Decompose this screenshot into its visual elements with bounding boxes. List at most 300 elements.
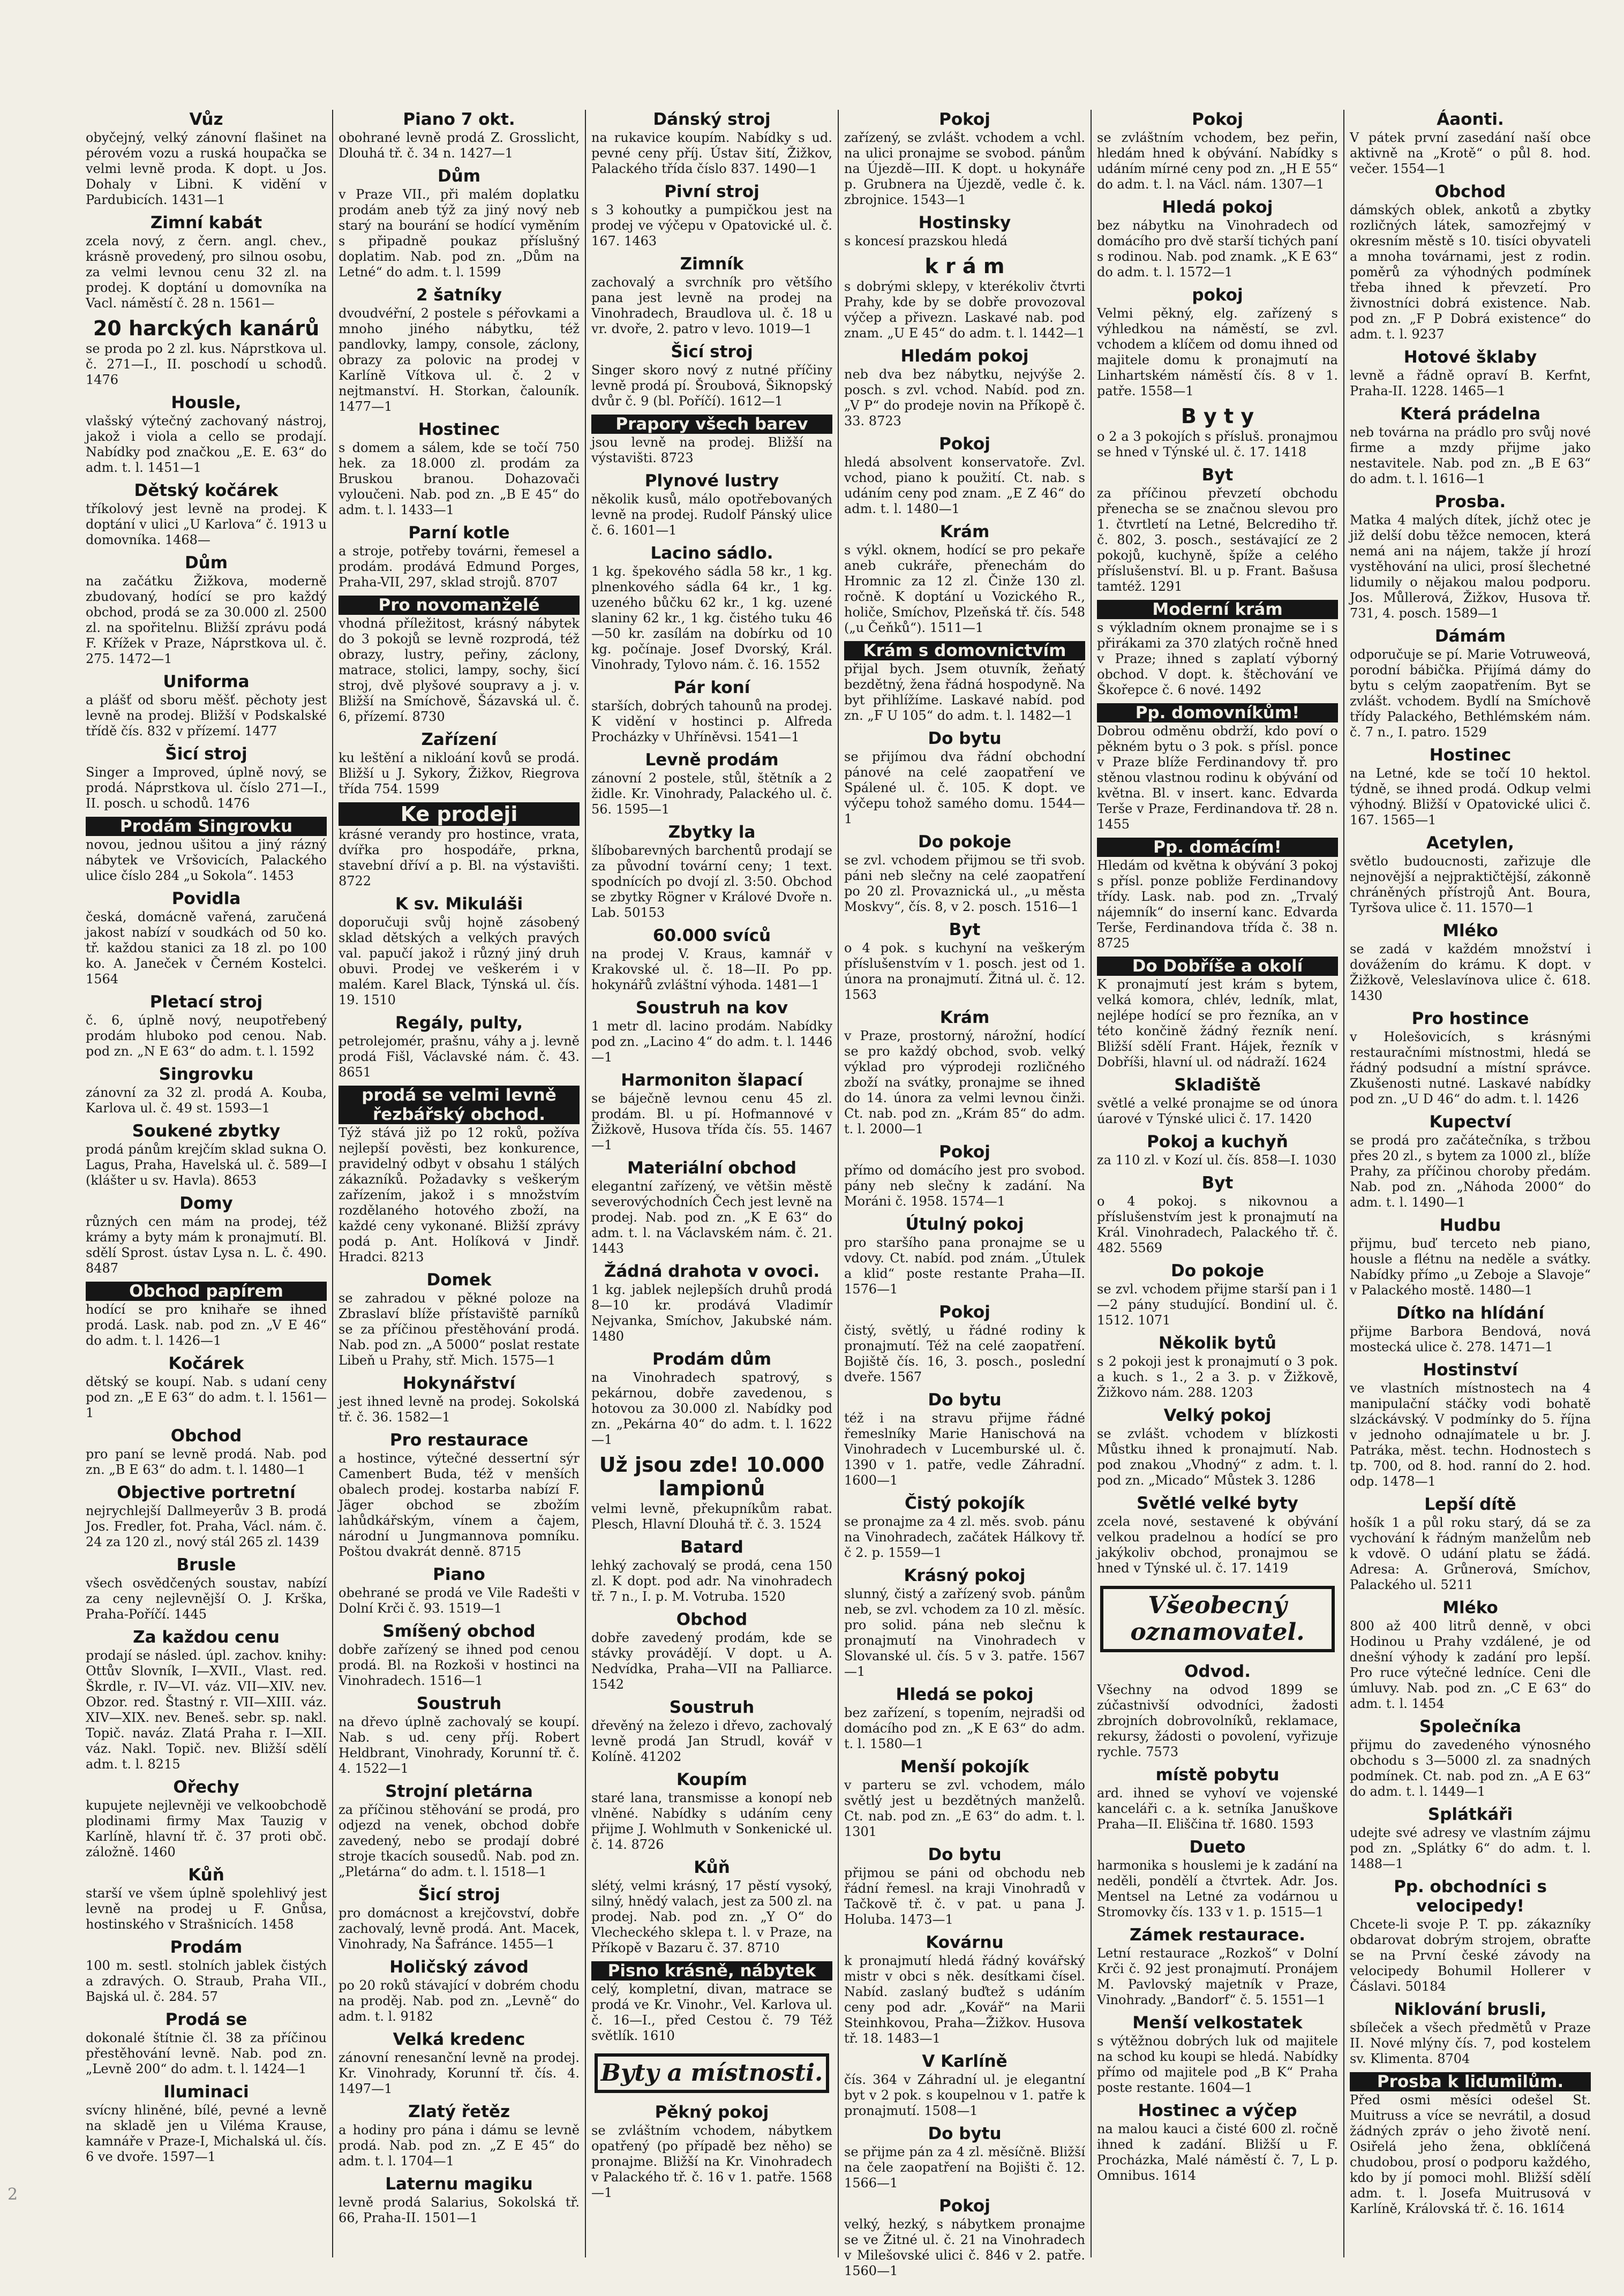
ad-heading: Soustruh — [416, 1694, 502, 1713]
classified-ad — [844, 920, 1085, 1003]
classified-ad — [1350, 1877, 1591, 1994]
ad-text: dobře zavedený prodám, kde se stávky provádějí. V dopt. u A. Nedvídka, Praha—VII na Palliarce. 1542 — [591, 1630, 832, 1692]
classified-ad — [591, 182, 832, 249]
ad-text: Všechny na odvod 1899 se zúčastnivší odvodníci, žadosti zbrojních dobrovolníků, reklamace, rekursy, žádosti o povolení, vyřizuje rychle. 7573 — [1097, 1682, 1338, 1759]
classified-ad — [1350, 348, 1591, 399]
classified-ad — [591, 1610, 832, 1692]
ad-heading: Už jsou zde! 10.000 lampionů — [599, 1453, 825, 1500]
classified-ad — [1350, 110, 1591, 177]
ad-heading: Plynové lustry — [644, 471, 779, 491]
ad-heading: Prodá se — [165, 2010, 247, 2029]
ad-heading: Krásný pokoj — [904, 1566, 1026, 1585]
classified-ad — [339, 1431, 580, 1560]
classified-ad — [1097, 1173, 1338, 1256]
classified-ad — [844, 1566, 1085, 1680]
classified-ad — [1350, 492, 1591, 621]
ad-heading: Hostinsky — [918, 213, 1011, 232]
classified-ad — [339, 1374, 580, 1425]
classified-ad — [86, 744, 327, 811]
column-2 — [333, 110, 586, 2257]
ad-heading: Piano — [433, 1565, 485, 1584]
ad-text: přímo od domácího jest pro svobod. pány neb slečny k zadání. Na Moráni č. 1958. 1574—1 — [844, 1163, 1085, 1209]
ad-heading: Soukené zbytky — [132, 1121, 281, 1141]
ad-heading: Byt — [1201, 465, 1234, 485]
ad-text: V pátek první zasedání naší obce aktivně na „Krotě“ o půl 8. hod. večer. 1554—1 — [1350, 130, 1591, 176]
ad-text: se pronajme za 4 zl. měs. svob. pánu na Vinohradech, začátek Hálkovy tř. č 2. p. 1559—1 — [844, 1514, 1085, 1560]
classified-ad — [1097, 957, 1338, 1070]
classified-ad — [1350, 921, 1591, 1004]
classified-ad — [591, 471, 832, 538]
classified-ad — [591, 110, 832, 177]
classified-ad — [339, 1958, 580, 2024]
ad-heading: Prosba. — [1434, 492, 1506, 511]
ad-text: novou, jednou ušitou a jiný rázný nábytek ve Vršovicích, Palackého ulice číslo 284 „u Sokola“. 1453 — [86, 837, 327, 883]
ad-text: všech osvědčených soustav, nabízí za ceny nejlevnější O. J. Krška, Praha-Poříčí. 1445 — [86, 1576, 327, 1622]
ad-heading: 60.000 svíců — [652, 926, 771, 945]
ad-heading: Odvod. — [1184, 1662, 1251, 1681]
ad-heading: 20 harckých kanárů — [93, 317, 320, 340]
ad-text: vhodná příležitost, krásný nábytek do 3 pokojů se levně rozprodá, též obrazy, lustry, peřiny, záclony, matrace, stolici, lampy, sochy, šicí stroj, dvě plyšové soupravy a j. v. Bližší na Smíchově, Šázavská ul. č. 6, přízemí. 8730 — [339, 616, 580, 724]
ad-text: na malou kauci a čisté 600 zl. ročně ihned k zadání. Bližší u F. Procházka, Malé náměstí č. 7, L p. Omnibus. 1614 — [1097, 2121, 1338, 2183]
classified-ad — [591, 1350, 832, 1448]
classified-ad — [339, 1013, 580, 1080]
ad-heading: Šicí stroj — [165, 744, 247, 764]
ad-heading: Materiální obchod — [627, 1158, 796, 1178]
ad-heading: Hledá se pokoj — [896, 1685, 1034, 1704]
ad-heading: Levně prodám — [645, 750, 779, 770]
classified-ad — [339, 110, 580, 161]
ad-text: lehký zachovalý se prodá, cena 150 zl. K dopt. pod adr. Na vinohradech tř. 7 n., I. p. M. Votruba. 1520 — [591, 1558, 832, 1604]
ad-text: kupujete nejlevněji ve velkoobchodě plodinami firmy Max Tauzig v Karlíně, hlavní tř. č. 37 proti obč. záložně. 1460 — [86, 1798, 327, 1860]
ad-heading: pokoj — [1192, 285, 1243, 305]
ad-text: po 20 roků stávající v dobrém chodu na proděj. Nab. pod zn. „Levně“ do adm. t. l. 9182 — [339, 1978, 580, 2024]
ad-text: zánovní za 32 zl. prodá A. Kouba, Karlova ul. č. 49 st. 1593—1 — [86, 1085, 327, 1116]
ad-heading: Objective portretní — [117, 1483, 296, 1502]
ad-heading: Dětský kočárek — [134, 481, 279, 500]
ad-text: harmonika s houslemi je k zadání na neděli, pondělí a čtvrtek. Adr. Jos. Mentsel na Letné za vodárnou u Stromovky čís. 133 v 1. p. 1515—1 — [1097, 1858, 1338, 1919]
ad-text: Velmi pěkný, elg. zařízený s výhledkou na náměstí, se zvl. vchodem a klíčem od domu ihned od majitele domu k pronajmutí na Linhartském náměstí čís. 8 v 1. patře. 1558—1 — [1097, 306, 1338, 398]
classified-ad — [339, 167, 580, 280]
classified-ad — [1350, 1112, 1591, 1210]
ad-heading: B y t y — [1181, 404, 1254, 428]
ad-heading: Do Dobříše a okolí — [1097, 957, 1338, 976]
ad-text: Matka 4 malých dítek, jíchž otec je již delší dobu těžce nemocen, která nemá ani na nájem, takže jí hrozí vystěhování na ulici, prosí šlechetné lidumily o nějakou malou podporu. Jos. Můllerová, Žižkov, Husova tř. 731, 4. posch. 1589—1 — [1350, 513, 1591, 621]
classified-ad — [1097, 1406, 1338, 1488]
classified-ad — [86, 1065, 327, 1116]
ad-text: za příčinou převzetí obchodu přenecha se se značnou slevou pro 1. čtvrtletí na Letné, Belcrediho tř. č. 802, 3. posch., sestávající ze 2 pokojů, kuchyně, špíže a celého příslušenství. Bl. u p. Frant. Bašusa tamtéž. 1291 — [1097, 486, 1338, 594]
classified-ad — [591, 1770, 832, 1853]
classified-ad — [86, 672, 327, 739]
column-3 — [586, 110, 839, 2257]
ad-heading: Do bytu — [928, 1845, 1002, 1864]
ad-text: 1 metr dl. lacino prodám. Nabídky pod zn. „Lacino 4“ do adm. t. l. 1446—1 — [591, 1019, 832, 1065]
classified-ad — [86, 317, 327, 388]
classified-ad — [86, 393, 327, 476]
ad-text: Letní restaurace „Rozkoš“ v Dolní Krči č. 92 jest pronajmutí. Pronájem M. Pavlovský majetník v Praze, Vinohrady. „Bandorf“ č. 5. 1551—1 — [1097, 1946, 1338, 2007]
classified-ad — [591, 1538, 832, 1605]
ad-text: dětský se koupí. Nab. s udaní ceny pod zn. „E E 63“ do adm. t. l. 1561—1 — [86, 1374, 327, 1420]
ad-text: bez nábytku na Vinohradech od domácího pro dvě starší tichých paní s rodinou. Nab. pod znamk. „K E 63“ do adm. t. l. 1572—1 — [1097, 218, 1338, 280]
ad-heading: Dámám — [1434, 627, 1506, 646]
ad-text: přijmou se páni od obchodu neb řádní řemesl. na kraji Vinohradů v Tačkově tř. č. v pat. u pana J. Holuba. 1473—1 — [844, 1865, 1085, 1927]
ad-text: a plášť od sboru měšť. pěchoty jest levně na prodej. Bližší v Podskalské třídě čís. 832 v přízemí. 1477 — [86, 692, 327, 739]
ad-heading: Šicí stroj — [671, 342, 753, 362]
ad-heading: Žádná drahota v ovoci. — [604, 1262, 820, 1281]
ad-heading: Prodám dům — [652, 1350, 772, 1369]
column-4 — [839, 110, 1092, 2278]
ad-text: se zvl. vchodem přijmou se tři svob. páni neb slečny na celé zaopatření po 20 zl. Provaznická ul., „u města Moskvy“, čís. 8, v 2. posch. 1516—1 — [844, 853, 1085, 914]
classified-ad — [339, 894, 580, 1008]
section-banner: Všeobecný oznamovatel. — [1100, 1586, 1335, 1652]
ad-heading: Povidla — [171, 889, 241, 908]
ad-heading: Hledá pokoj — [1162, 198, 1273, 217]
ad-heading: Hledám pokoj — [900, 347, 1029, 366]
classified-ad — [1350, 1360, 1591, 1489]
ad-text: neb továrna na prádlo pro svůj nové firme a mzdy přijme jako nestavitele. Nab. pod zn. „B E 63“ do adm. t. l. 1616—1 — [1350, 425, 1591, 486]
ad-text: na prodej V. Kraus, kamnář v Krakovské ul. č. 18—II. Po pp. hokynářů zvláštní výhoda. 1481—1 — [591, 946, 832, 992]
classified-ad — [339, 2030, 580, 2097]
ad-text: se zvlášt. vchodem v blízkosti Můstku ihned k pronajmutí. Nab. pod znakou „Vhodný“ z adm. t. l. pod zn. „Micado“ Můstek 3. 1286 — [1097, 1426, 1338, 1488]
classified-ad — [1350, 1598, 1591, 1712]
ad-text: v Praze VII., při malém doplatku prodám aneb týž za jiný nový neb starý na bourání se hodící vyměním s připadně poukaz příslušný doplatim. Nab. pod zn. „Dům na Letné“ do adm. t. l. 1599 — [339, 187, 580, 280]
ad-heading: Velký pokoj — [1163, 1406, 1272, 1425]
ad-heading: Zimní kabát — [150, 213, 262, 232]
classified-ad — [86, 1282, 327, 1349]
classified-ad — [1350, 1717, 1591, 1800]
ad-heading: Smíšený obchod — [382, 1622, 536, 1641]
ad-text: ard. ihned se vyhoví ve vojenské kanceláři c. a k. setníka Januškove Praha—II. Eliščina tř. 1680. 1593 — [1097, 1786, 1338, 1832]
classified-ad — [86, 481, 327, 548]
ad-heading: Krám — [939, 1008, 990, 1027]
ad-text: staré lana, transmisse a konopí neb vlněné. Nabídky s udáním ceny přijme J. Wohlmuth v Sonkenické ul. č. 14. 8726 — [591, 1790, 832, 1852]
ad-text: se přijímou dva řádní obchodní pánové na celé zaopatření ve Spálené ul. č. 105. K dopt. ve výčepu tohož samého domu. 1544—1 — [844, 749, 1085, 826]
ad-text: se zvl. vchodem přijme starší pan i 1—2 pány studující. Bondiní ul. č. 1512. 1071 — [1097, 1282, 1338, 1328]
classified-ad — [591, 750, 832, 817]
ad-text: Dobrou odměnu obdrží, kdo poví o pěkném bytu o 3 pok. s přísl. ponce v Praze blíže Ferdinandovy tř. pro stěnou vlastnou rodinu k obývání od května. Bl. v insert. kanc. Edvarda Terše v Praze, Ferdinandova tř. 28 n. 1455 — [1097, 724, 1338, 832]
ad-heading: Pokoj — [939, 1142, 990, 1162]
classified-ad — [339, 1086, 580, 1265]
ad-heading: Šicí stroj — [418, 1885, 500, 1904]
classified-ad — [1097, 600, 1338, 698]
classified-ad — [1097, 285, 1338, 399]
classified-ad — [1097, 404, 1338, 460]
classified-ads-page — [80, 110, 1596, 2278]
ad-text: k pronajmutí hledá řádný kovářský mistr v obci s něk. desítkami čísel. Nabíd. zaslaný buďtež s udáním ceny pod adr. „Kovář“ na Marii Steinhkovou, Praha—Žižkov. Husova tř. 18. 1483—1 — [844, 1953, 1085, 2046]
ad-heading: Zámek restaurace. — [1129, 1925, 1306, 1945]
classified-ad — [339, 730, 580, 797]
ad-text: dřevěný na železo i dřevo, zachovalý levně prodá Jan Strudl, kovář v Kolíně. 41202 — [591, 1718, 832, 1764]
classified-ad — [339, 2102, 580, 2169]
ad-text: zařízený, se zvlášt. vchodem a vchl. na ulici pronajme se svobod. pánům na Újezdě—III. K dopt. u hokynáře p. Grubnera na Újezdě, vedle č. k. zbrojnice. 1543—1 — [844, 130, 1085, 207]
ad-text: přijal bych. Jsem otuvník, žeňatý bezdětný, žena řádná hospodyně. Na byt přihlížíme. Laskavé nabíd. pod zn. „F U 105“ do adm. t. l. 1482—1 — [844, 661, 1085, 723]
ad-text: zcela nové, sestavené k obývání velkou pradelnou a hodící se pro jakýkoliv obchod, pronajmou se hned v Týnské ul. č. 17. 1419 — [1097, 1514, 1338, 1576]
ad-heading: místě pobytu — [1155, 1765, 1280, 1785]
classified-ad — [86, 1938, 327, 2005]
classified-ad — [339, 1270, 580, 1368]
ad-text: jest ihned levně na prodej. Sokolská tř. č. 36. 1582—1 — [339, 1394, 580, 1425]
classified-ad — [1350, 404, 1591, 487]
ad-text: s 3 kohoutky a pumpičkou jest na prodej ve výčepu v Opatovické ul. č. 167. 1463 — [591, 202, 832, 249]
ad-text: obyčejný, velký zánovní flašinet na pérovém vozu a ruská houpačka se velmi levně proda. K dopt. u Jos. Dohaly v Libni. K vidění v Pardubicích. 1431—1 — [86, 130, 327, 207]
ad-text: zcela nový, z čern. angl. chev., krásně provedený, pro silnou osobu, za velmi levnou cenu 32 zl. na prodej. K doptání u domovníka na Vacl. náměstí č. 28 n. 1561— — [86, 234, 327, 311]
classified-ad — [844, 213, 1085, 249]
ad-heading: Hostinec — [1429, 746, 1512, 765]
classified-ad — [86, 1778, 327, 1860]
classified-ad — [844, 1845, 1085, 1928]
classified-ad — [86, 889, 327, 987]
ad-heading: Do bytu — [928, 1390, 1002, 1410]
ad-heading: Pokoj — [939, 434, 990, 454]
ad-heading: Pár koní — [673, 678, 750, 697]
ad-text: udejte své adresy ve vlastním zájmu pod zn. „Splátky 6“ do adm. t. l. 1488—1 — [1350, 1825, 1591, 1871]
ad-heading: Lacino sádlo. — [650, 544, 773, 563]
classified-ad — [1097, 1838, 1338, 1920]
classified-ad — [591, 926, 832, 993]
ad-heading: Soustruh na kov — [635, 998, 788, 1018]
ad-text: odporučuje se pí. Marie Votruweová, porodní bábička. Přijímá dámy do bytu s celým zaopatřením. Byt se zvlášt. vchodem. Bydlí na Smíchově třídy Palackého, Bethlémském nám. č. 7 n., I. patro. 1529 — [1350, 647, 1591, 740]
ad-text: ve vlastních místnostech na 4 manipulační stáčky vodi bohatě slzáckávský. V podmínky do 5. října v jednoho odnajímatele u br. J. Patráka, měst. techn. Hodnostech s tp. 700, od 8. hod. ranní do 2. hod. odp. 1478—1 — [1350, 1381, 1591, 1489]
ad-text: na Letné, kde se točí 10 hektol. týdně, se ihned prodá. Odkup velmi výhodný. Bližší v Opatovické ulici č. 167. 1565—1 — [1350, 766, 1591, 827]
ad-text: za 110 zl. v Kozí ul. čís. 858—I. 1030 — [1097, 1153, 1337, 1168]
ad-text: starších, dobrých tahounů na prodej. K vidění v hostinci p. Alfreda Procházky v Uhříněvsi. 1541—1 — [591, 698, 832, 744]
ad-heading: Pokoj — [1192, 110, 1243, 129]
classified-ad — [1097, 1261, 1338, 1328]
ad-text: prodají se násled. úpl. zachov. knihy: Ottův Slovník, I—XVII., Vlast. red. Škrdle, r. IV—VI. váz. VII—XIV. nev. Obzor. red. Štastný r. VII—XIII. váz. XIV—XIX. nev. Beneš. sebr. sp. nakl. Topič. naváz. Zlatá Praha r. I—XII. váz. Nakl. Topič. nev. Bližší sdělí adm. t. l. 8215 — [86, 1648, 327, 1772]
ad-heading: Čistý pokojík — [904, 1494, 1025, 1513]
ad-heading: Útulný pokoj — [905, 1215, 1024, 1234]
ad-text: dobře zařízený se ihned pod cenou prodá. Bl. na Rozkoši v hostinci na Vinohradech. 1516—1 — [339, 1642, 580, 1688]
ad-heading: Dánský stroj — [653, 110, 771, 129]
ad-text: přijmu, buď terceto neb piano, housle a flétnu na neděle a svátky. Nabídky přímo „u Zeboje a Slavoje“ v Palackého mostě. 1480—1 — [1350, 1236, 1591, 1298]
ad-text: česká, domácně vařená, zaručená jakost nabízí v soudkách od 50 ko. tř. každou stanici za 18 zl. po 100 ko. A. Janeček v Černém Kostelci. 1564 — [86, 909, 327, 987]
ad-heading: Pp. domovníkům! — [1097, 703, 1338, 722]
ad-text: pro staršího pana pronajme se u vdovy. Ct. nabíd. pod znám. „Útulek a klid“ poste restante Praha—II. 1576—1 — [844, 1235, 1085, 1297]
ad-heading: Dům — [184, 553, 228, 573]
ad-text: Týž stává již po 12 roků, požíva nejlepší pověsti, bez konkurence, pravidelný odbyt v obsahu 1 stálých zákazníků. Požadavky s veškerým zařízením, jakož i s množstvím rozdělaného hotového zboží, na každé ceny vykonané. Bližší zprávy podá p. Ant. Holíková v Jindř. Hradci. 8213 — [339, 1125, 580, 1264]
ad-text: levně a řádně opraví B. Kerfnt, Praha-II. 1228. 1465—1 — [1350, 368, 1591, 398]
column-1 — [80, 110, 333, 2257]
ad-heading: Batard — [680, 1538, 743, 1557]
ad-text: hodící se pro knihaře se ihned prodá. Lask. nab. pod zn. „V E 46“ do adm. t. l. 1426—1 — [86, 1302, 327, 1348]
classified-ad — [1097, 1765, 1338, 1832]
ad-text: nejrychlejší Dallmeyerův 3 B. prodá Jos. Fredler, fot. Praha, Václ. nám. č. 24 za 120 zl., nový stál 265 zl. 1439 — [86, 1503, 327, 1549]
classified-ad — [339, 2174, 580, 2226]
classified-ad — [1097, 198, 1338, 280]
ad-heading: Zlatý řetěz — [408, 2102, 510, 2121]
ad-heading: Pisno krásně, nábytek — [591, 1961, 832, 1981]
ad-heading: k r á m — [924, 254, 1005, 278]
classified-ad — [591, 1961, 832, 2044]
ad-text: petrolejomér, prašnu, váhy a j. levně prodá Fišl, Václavské nám. č. 43. 8651 — [339, 1034, 580, 1080]
ad-text: se báječně levnou cenu 45 zl. prodám. Bl. u pí. Hofmannové v Žižkově, Husova třída čís. 55. 1467—1 — [591, 1091, 832, 1153]
ad-heading: Hokynářství — [402, 1374, 516, 1393]
ad-heading: Ke prodeji — [339, 802, 580, 826]
ad-text: vlašský výtečný zachovaný nástroj, jakož i viola a cello se prodají. Nabídky pod značkou „E. E. 63“ do adm. t. l. 1451—1 — [86, 413, 327, 475]
classified-ad — [591, 254, 832, 337]
ad-text: na dřevo úplně zachovalý se koupí. Nab. s ud. ceny příj. Robert Heldbrant, Vinohrady, Korunní tř. č. 4. 1522—1 — [339, 1714, 580, 1776]
ad-text: čistý, světlý, u řádné rodiny k pronajmutí. Též na celé zaopatření. Bojiště čís. 16, 3. posch., poslední dveře. 1567 — [844, 1323, 1085, 1384]
classified-ad — [339, 802, 580, 889]
ad-heading: Prapory všech barev — [591, 415, 832, 434]
classified-ad — [591, 1158, 832, 1256]
classified-ad — [1097, 110, 1338, 192]
ad-text: dokonalé štítnie čl. 38 za příčinou přestěhování levně. Nab. pod zn. „Levně 200“ do adm. t. l. 1424—1 — [86, 2030, 327, 2076]
ad-text: slétý, velmi krásný, 17 pěstí vysoký, silný, hnědý valach, jest za 500 zl. na prodej. Nab. pod zn. „Y O“ do Vlecheckého sklepa t. l. v Praze, na Příkopě v Bazaru č. 37. 8710 — [591, 1878, 832, 1955]
ad-text: se zvláštním vchodem, bez peřin, hledám hned k obývání. Nabídky s udáním mírné ceny pod zn. „H E 55“ do adm. t. l. na Václ. nám. 1307—1 — [1097, 130, 1338, 192]
ad-heading: Pokoj — [939, 1303, 990, 1322]
ad-heading: Niklování brusli, — [1394, 2000, 1547, 2019]
ad-heading: Harmoniton šlapací — [621, 1071, 803, 1090]
ad-heading: Vůz — [189, 110, 223, 129]
classified-ad — [86, 2010, 327, 2077]
classified-ad — [1097, 1494, 1338, 1576]
classified-ad — [591, 1858, 832, 1956]
ad-text: se proda po 2 zl. kus. Náprstkova ul. č. 271—I., II. poschodí u schodů. 1476 — [86, 341, 327, 387]
ad-heading: Do pokoje — [1170, 1261, 1265, 1281]
classified-ad — [86, 992, 327, 1059]
ad-heading: Kočárek — [168, 1354, 244, 1373]
classified-ad — [1097, 1132, 1338, 1168]
classified-ad — [844, 2052, 1085, 2119]
ad-text: různých cen mám na prodej, též krámy a byty mám k pronajmutí. Bl. sdělí Sprost. ústav Lysa n. L. č. 490. 8487 — [86, 1214, 327, 1276]
ad-text: bez zařízení, s topením, nejradši od domácího pod zn. „K E 63“ do adm. t. l. 1580—1 — [844, 1705, 1085, 1751]
classified-ad — [591, 1453, 832, 1532]
ad-text: šlíbobarevných barchentů prodají se za původní tovární ceny; 1 text. spodnících po dvojí zl. 3:50. Obchod se zbytky Rögner v Králové Dvoře n. Lab. 50153 — [591, 843, 832, 920]
ad-heading: Pivní stroj — [664, 182, 760, 201]
classified-ad — [844, 1142, 1085, 1209]
ad-text: o 2 a 3 pokojích s přísluš. pronajmou se hned v Týnské ul. č. 17. 1418 — [1097, 429, 1338, 460]
classified-ad — [339, 420, 580, 518]
classified-ad — [1350, 1495, 1591, 1593]
ad-heading: Hudbu — [1439, 1216, 1501, 1235]
classified-ad — [844, 1303, 1085, 1385]
ad-heading: Obchod — [170, 1426, 242, 1446]
ad-heading: Domek — [426, 1270, 492, 1290]
classified-ad — [844, 1685, 1085, 1752]
ad-heading: Krám — [939, 522, 990, 541]
classified-ad — [86, 1194, 327, 1276]
ad-text: čís. 364 v Záhradní ul. je elegantní byt v 2 pok. s koupelnou v 1. patře k pronajmutí. 1508—1 — [844, 2072, 1085, 2118]
ad-text: slunný, čistý a zařízený svob. pánům neb, se zvl. vchodem za 10 zl. měsíc. pro solid. pána neb slečnu k pronajmutí na Vinohradech v Slovanské ul. čís. 5 v 3. patře. 1567—1 — [844, 1586, 1085, 1679]
ad-text: starší ve všem úplně spolehlivý jest levně na prodej u F. Gnůsa, hostinského v Strašnicích. 1458 — [86, 1886, 327, 1932]
classified-ad — [1350, 182, 1591, 342]
ad-text: v Praze, prostorný, nárožní, hodící se pro každý obchod, svob. velký výklad pro výprodeji rozličného zboží na svátky, pronajme se ihned do 14. února za velmi levnou činži. Ct. nab. pod zn. „Krám 85“ do adm. t. l. 2000—1 — [844, 1028, 1085, 1136]
ad-text: světlé a velké pronajme se od února úarové v Týnské ulici č. 17. 1420 — [1097, 1096, 1338, 1126]
ad-heading: Dueto — [1189, 1838, 1246, 1857]
classified-ad — [1097, 1925, 1338, 2008]
classified-ad — [844, 1757, 1085, 1840]
ad-heading: Menší velkostatek — [1132, 2013, 1303, 2032]
ad-heading: Mléko — [1442, 921, 1498, 940]
ad-text: a stroje, potřeby továrni, řemesel a prodám. prodává Edmund Porges, Praha-VII, 297, sklad strojů. 8707 — [339, 544, 580, 590]
ad-heading: Zařízení — [421, 730, 497, 749]
ad-text: obehrané se prodá ve Vile Radešti v Dolní Krči č. 93. 1519—1 — [339, 1585, 580, 1616]
ad-heading: Hostinství — [1423, 1360, 1518, 1380]
classified-ad — [86, 1426, 327, 1478]
classified-ad — [1350, 2072, 1591, 2217]
ad-heading: Hotové šklaby — [1403, 348, 1537, 367]
ad-heading: Holičský závod — [389, 1958, 529, 1977]
classified-ad — [1350, 1009, 1591, 1107]
ad-heading: Menší pokojík — [900, 1757, 1029, 1776]
classified-ad — [591, 415, 832, 466]
ad-text: doporučuji svůj hojně zásobený sklad dětských a velkých pravých val. papučí jakož i různý jiný druh obuvi. Prodej ve veškerém i v malém. Karel Black, Týnská ul. čís. 19. 1510 — [339, 915, 580, 1007]
ad-heading: Za každou cenu — [133, 1628, 280, 1647]
ad-text: se zadá v každém množství i dovážením do krámu. K dopt. v Žižkově, Veleslavínova ulice č. 618. 1430 — [1350, 942, 1591, 1003]
ad-text: zánovní renesanční levně na prodej. Kr. Vinohrady, Korunní tř. čís. 4. 1497—1 — [339, 2050, 580, 2096]
classified-ad — [844, 641, 1085, 724]
ad-text: se prodá pro začátečníka, s tržbou přes 20 zl., s bytem za 1000 zl., blíže Prahy, za příčinou choroby předám. Nab. pod zn. „Náhoda 2000“ do adm. t. l. 1490—1 — [1350, 1133, 1591, 1210]
ad-text: s výkladním oknem pronajme se i s přirákami za 370 zlatých ročně hned v Praze; ihned s zaplatí výborný obchod. V dopt. k. štěchování ve Škořepce č. 6 nové. 1492 — [1097, 620, 1338, 697]
ad-text: 800 až 400 litrů denně, v obci Hodinou u Prahy vzdálené, je od dnešní výhody k zadání pro lepší. Pro ruce výtečné ledníce. Ceni dle úmluvy. Nab. pod zn. „C E 63“ do adm. t. l. 1454 — [1350, 1619, 1591, 1711]
classified-ad — [1350, 1304, 1591, 1355]
classified-ad — [339, 523, 580, 590]
classified-ad — [339, 1694, 580, 1776]
ad-text: 1 kg. jablek nejlepších druhů prodá 8—10 kr. prodává Vladimír Nejvanka, Smíchov, Jakubské nám. 1480 — [591, 1282, 832, 1344]
ad-heading: Pro hostince — [1411, 1009, 1529, 1028]
classified-ad — [591, 1071, 832, 1153]
classified-ad — [591, 342, 832, 409]
classified-ad — [86, 1865, 327, 1932]
classified-ad — [1350, 2000, 1591, 2067]
ad-heading: Koupím — [676, 1770, 747, 1789]
ad-heading: Byt — [1201, 1173, 1234, 1193]
ad-text: v parteru se zvl. vchodem, málo světlý jest u bezdětných manželů. Ct. nab. pod zn. „E 63“ do adm. t. l. 1301 — [844, 1778, 1085, 1839]
ad-heading: Pokoj — [939, 2196, 990, 2216]
ad-text: na Vinohradech spatrový, s pekárnou, dobře zavedenou, s hotovou za 30.000 zl. Nabídky pod zn. „Pekárna 40“ do adm. t. l. 1622—1 — [591, 1370, 832, 1447]
ad-heading: 2 šatníky — [416, 285, 502, 305]
ad-heading: Hostinec a výčep — [1138, 2101, 1297, 2120]
classified-ad — [591, 544, 832, 673]
page-number: 2 — [7, 2185, 18, 2204]
ad-heading: Která prádelna — [1400, 404, 1541, 424]
ad-heading: Soustruh — [669, 1698, 755, 1717]
classified-ad — [844, 729, 1085, 827]
ad-text: a hodiny pro pána i dámu se levně prodá. Nab. pod zn. „Z E 45“ do adm. t. l. 1704—1 — [339, 2122, 580, 2169]
classified-ad — [1097, 838, 1338, 951]
ad-text: prodá pánům krejčím sklad sukna O. Lagus, Praha, Havelská ul. č. 589—I (klášter u sv. Havla). 8653 — [86, 1142, 327, 1188]
ad-text: též i na stravu přijme řádné řemeslníky Marie Hanischová na Vinohradech v Lucemburské ul. č. 1390 v 1. patře, vedle Záhradní. 1600—1 — [844, 1411, 1085, 1488]
ad-text: na začátku Žižkova, moderně zbudovaný, hodící se pro každý obchod, prodá se za 30.000 zl. 2500 zl. na spořitelnu. Bližší zprávu podá F. Křížek v Praze, Náprstkova ul. č. 275. 1472—1 — [86, 574, 327, 666]
classified-ad — [86, 817, 327, 884]
ad-heading: Několik bytů — [1159, 1334, 1276, 1353]
ad-text: zánovní 2 postele, stůl, štětník a 2 židle. Kr. Vinohrady, Palackého ul. č. 56. 1595—1 — [591, 771, 832, 817]
classified-ad — [844, 2196, 1085, 2279]
classified-ad — [1097, 1334, 1338, 1401]
ad-heading: Dům — [437, 167, 481, 186]
ad-text: přijmu do zavedeného výnosného obchodu s 3—5000 zl. za snadných podmínek. Ct. nab. pod zn. „A E 63“ do adm. t. l. 1449—1 — [1350, 1737, 1591, 1799]
classified-ad — [844, 1933, 1085, 2046]
ad-text: za příčinou stěhování se prodá, pro odjezd na venek, obchod dobře zavedený, nebo se prodají dobré stroje tkacích sousedů. Nab. pod zn. „Pletárna“ do adm. t. l. 1518—1 — [339, 1802, 580, 1879]
classified-ad — [339, 1885, 580, 1952]
classified-ad — [339, 1622, 580, 1689]
ad-heading: Áaonti. — [1437, 110, 1504, 129]
ad-heading: Parní kotle — [408, 523, 510, 543]
ad-heading: Prosba k lidumilům. — [1350, 2072, 1591, 2091]
ad-heading: Laternu magiku — [385, 2174, 533, 2194]
ad-text: 1 kg. špekového sádla 58 kr., 1 kg. plnenkového sádla 64 kr., 1 kg. uzeného bůčku 62 kr., 1 kg. uzené slaniny 62 kr., 1 kg. čistého tuku 46—50 kr. zasílám na dobírku od 10 kg. počínaje. Josef Dvorský, Král. Vinohrady, Tylovo nám. č. 16. 1552 — [591, 564, 832, 672]
ad-text: s 2 pokoji jest k pronajmutí o 3 pok. a kuch. s 1., 2 a 3. p. v Žižkově, Žižkovo nám. 288. 1203 — [1097, 1354, 1338, 1400]
ad-heading: Obchod papírem — [86, 1282, 327, 1301]
ad-text: a hostince, výtečné dessertní sýr Camenbert Buda, též v menších obalech prodej. kostarba nabízí F. Jäger obchod se zbožím lahůdkářským, vínem a čajem, národní u Jungmannova pomníku. Poštou dvakrát denně. 8715 — [339, 1451, 580, 1559]
ad-text: neb dva bez nábytku, nejvýše 2. posch. s zvl. vchod. Nabíd. pod zn. „V P“ do prodeje novin na Příkopě č. 33. 8723 — [844, 367, 1085, 428]
ad-text: levně prodá Salarius, Sokolská tř. 66, Praha-II. 1501—1 — [339, 2195, 580, 2225]
ad-text: č. 6, úplně nový, neupotřebený prodám hluboko pod cenou. Nab. pod zn. „N E 63“ do adm. t. l. 1592 — [86, 1013, 327, 1059]
ad-heading: Do bytu — [928, 729, 1002, 748]
classified-ad — [1097, 703, 1338, 832]
ad-heading: Pokoj a kuchyň — [1147, 1132, 1288, 1151]
ad-heading: Zbytky la — [668, 823, 756, 842]
